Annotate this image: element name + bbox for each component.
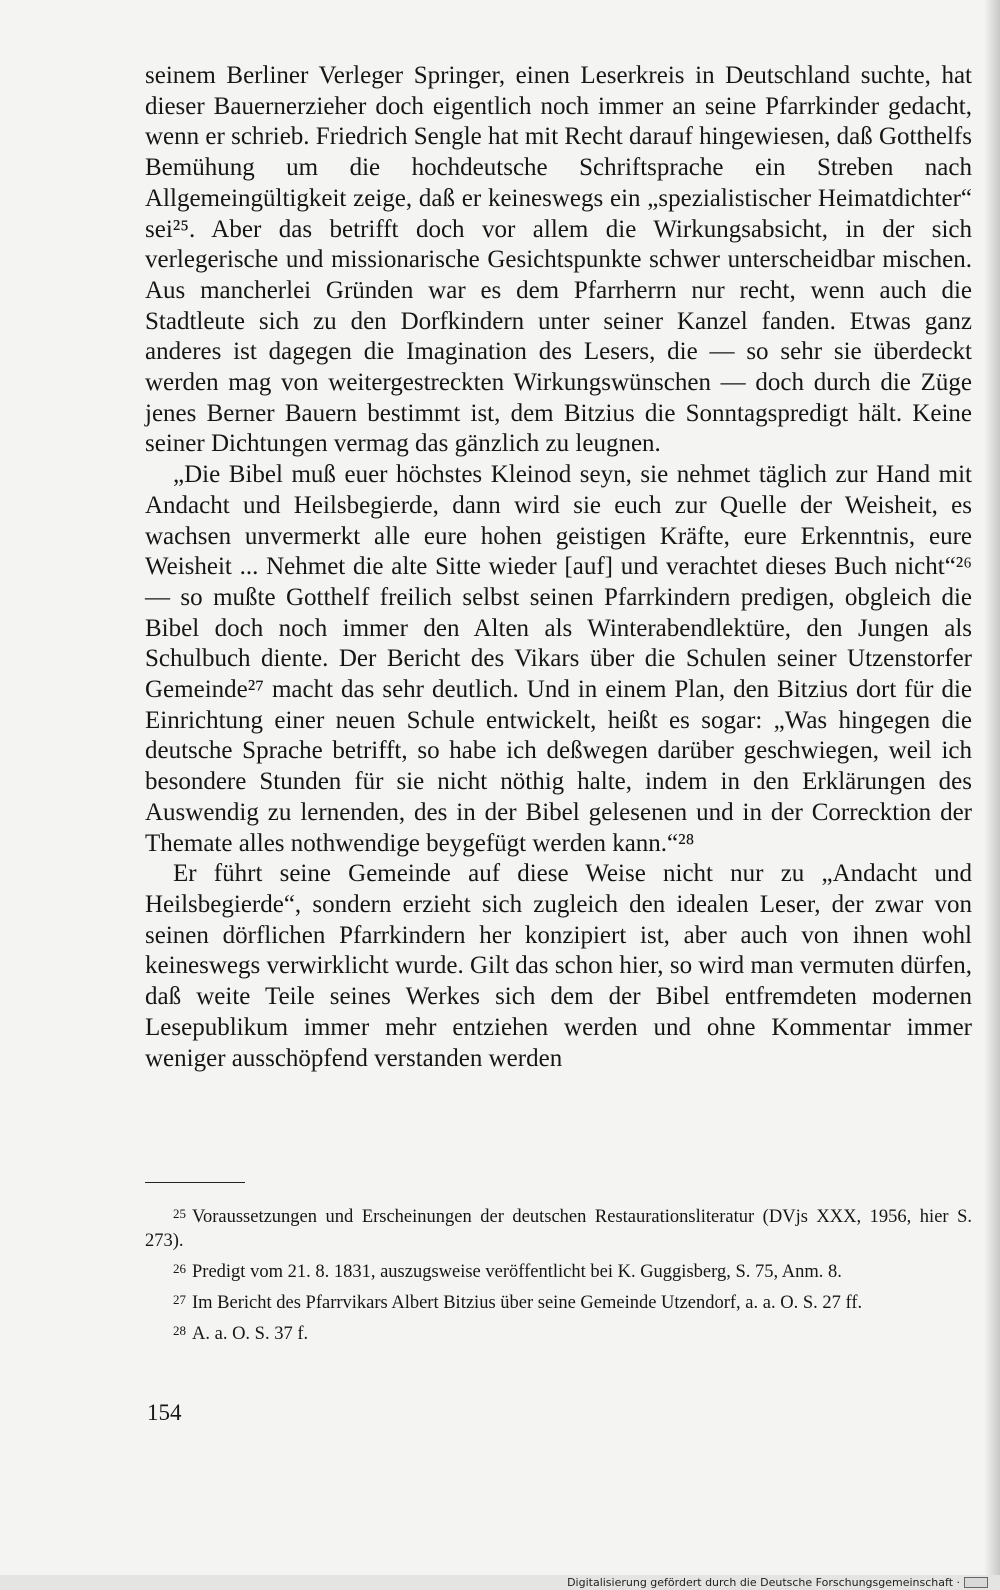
footnote-text: Voraussetzungen und Erscheinungen der deutschen Restaurationsliteratur (DVjs XXX, 1956, hier S. 273).: [145, 1207, 972, 1251]
footnote: [145, 1288, 972, 1316]
footnote-number: 28: [173, 1322, 186, 1338]
footnote: [145, 1319, 972, 1347]
footnote-number: 27: [173, 1291, 186, 1307]
footnotes: [145, 1202, 972, 1350]
page-edge-shadow: [984, 0, 1000, 1575]
footnote-separator: [145, 1182, 245, 1183]
page-number: 154: [147, 1400, 182, 1425]
main-text: [145, 61, 972, 1074]
footnote-number: 26: [173, 1260, 186, 1276]
paragraph: „Die Bibel muß euer höchstes Kleinod seyn, sie nehmet täglich zur Hand mit Andacht und Heilsbegierde, dann wird sie euch zur Quelle der Weisheit, es wachsen unvermerkt alle eure hohen geistigen Kräfte, eure Erkenntnis, eure Weisheit ... Nehmet die alte Sitte wieder [auf] und verachtet dieses Buch nicht“²⁶ — so mußte Gotthelf freilich selbst seinen Pfarrkindern predigen, obgleich die Bibel doch noch immer den Alten als Winterabendlektüre, den Jungen als Schulbuch diente. Der Bericht des Vikars über die Schulen seiner Utzenstorfer Gemeinde²⁷ macht das sehr deutlich. Und in einem Plan, den Bitzius dort für die Einrichtung einer neuen Schule entwickelt, heißt es sogar: „Was hingegen die deutsche Sprache betrifft, so habe ich deßwegen darüber geschwiegen, weil ich besondere Stunden für sie nicht nöthig halte, indem in den Erklärungen des Auswendig zu lernenden, des in der Bibel gelesenen und in der Correcktion der Themate alles nothwendige beygefügt werden kann.“²⁸: [145, 461, 972, 857]
paragraph: Er führt seine Gemeinde auf diese Weise nicht nur zu „Andacht und Heilsbegierde“, sondern erzieht sich zugleich den idealen Leser, der zwar von seinen dörflichen Pfarrkindern her konzipiert ist, aber auch von ihnen wohl keineswegs verwirklicht wurde. Gilt das schon hier, so wird man vermuten dürfen, daß weite Teile seines Werkes sich dem der Bibel entfremdeten modernen Lesepublikum immer mehr entziehen werden und ohne Kommentar immer weniger ausschöpfend verstanden werden: [145, 860, 972, 1072]
footnote: [145, 1257, 972, 1285]
footnote-text: A. a. O. S. 37 f.: [192, 1323, 309, 1344]
footnote: [145, 1202, 972, 1253]
footnote-text: Im Bericht des Pfarrvikars Albert Bitzius über seine Gemeinde Utzendorf, a. a. O. S. 27 ff.: [192, 1292, 863, 1313]
footnote-number: 25: [173, 1206, 186, 1221]
paragraph: seinem Berliner Verleger Springer, einen Leserkreis in Deutschland suchte, hat dieser Bauernerzieher doch eigentlich noch immer an seine Pfarrkinder gedacht, wenn er schrieb. Friedrich Sengle hat mit Recht darauf hingewiesen, daß Gotthelfs Bemühung um die hochdeutsche Schriftsprache ein Streben nach Allgemeingültigkeit zeige, daß er keineswegs ein „spezialistischer Heimatdichter“ sei²⁵. Aber das betrifft doch vor allem die Wirkungsabsicht, in der sich verlegerische und missionarische Gesichtspunkte schwer unterscheidbar mischen. Aus mancherlei Gründen war es dem Pfarrherrn nur recht, wenn auch die Stadtleute sich zu den Dorfkindern unter seiner Kanzel fanden. Etwas ganz anderes ist dagegen die Imagination des Lesers, die — so sehr sie überdeckt werden mag von weitergestreckten Wirkungswünschen — doch durch die Züge jenes Berner Bauern bestimmt ist, dem Bitzius die Sonntagspredigt hält. Keine seiner Dichtungen vermag das gänzlich zu leugnen.: [145, 62, 972, 458]
digitization-footer: [0, 1575, 1000, 1590]
footnote-text: Predigt vom 21. 8. 1831, auszugsweise veröffentlicht bei K. Guggisberg, S. 75, Anm. 8.: [192, 1261, 842, 1282]
dfg-logo-icon: [964, 1577, 988, 1588]
digitization-credit: Digitalisierung gefördert durch die Deutsche Forschungsgemeinschaft ·: [567, 1576, 960, 1589]
